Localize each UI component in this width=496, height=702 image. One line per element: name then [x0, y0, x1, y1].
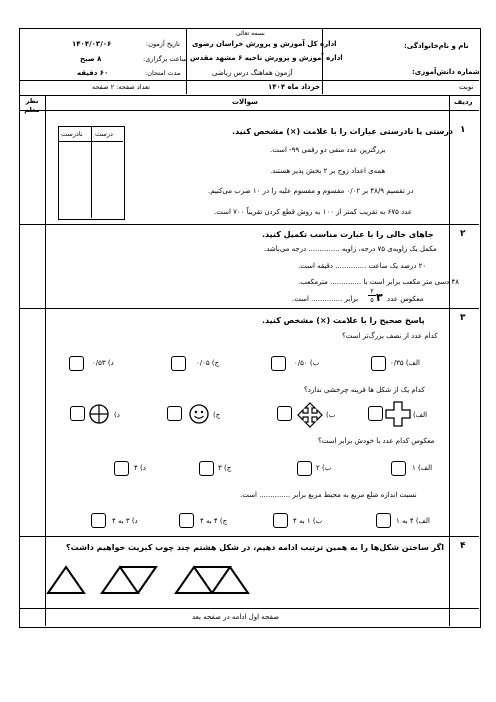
q3-1-option-a: الف) ۰/۳۵ [390, 359, 420, 367]
pages-label: تعداد صفحه: ۲ صفحه [92, 83, 150, 91]
matchstick-figure-1 [46, 565, 86, 595]
q3-3-checkbox-b[interactable] [297, 461, 312, 476]
q1-col-false: نادرست [61, 130, 83, 138]
q3-2-checkbox-d[interactable] [70, 406, 85, 421]
q3-1-option-d: د) ۰/۵۳ [92, 359, 114, 367]
q3-3-option-b: ب) ۲ [316, 464, 332, 472]
q1-item-4: عدد ۶۷۵ به تقریب کمتر از ۱۰۰ به روش قطع کردن تقریباً ۷۰۰ است. [214, 208, 413, 216]
q3-2-checkbox-b[interactable] [277, 406, 292, 421]
q4-number: ۴ [460, 541, 466, 551]
header-bottom-rule [19, 80, 479, 81]
q2-mixed-numerator: ۲ [370, 287, 374, 295]
q4-title: اگر ساختن شکل‌ها را به همین ترتیب ادامه دهیم، در شکل هشتم چند چوب کبریت خواهیم داشت؟ [66, 543, 445, 552]
q3-1-checkbox-b[interactable] [271, 356, 286, 371]
q3-4-checkbox-a[interactable] [376, 513, 391, 528]
q3-4-option-a: الف) ۴ به ۱ [396, 517, 430, 525]
matchstick-figure-3 [174, 565, 254, 595]
q2-mixed-denominator: ۵ [368, 295, 376, 304]
q2-mixed-whole: ۳ [376, 291, 383, 304]
q3-4-checkbox-d[interactable] [91, 513, 106, 528]
q1-item-3: در تقسیم ۴۸/۹ بر ۰/۰۲ مقسوم و مقسوم علیه را در ۱۰ ضرب می‌کنیم. [208, 187, 414, 195]
duration-label: مدت امتحان: [145, 69, 181, 77]
q3-4-option-d: د) ۳ به ۴ [112, 517, 138, 525]
q3-3-checkbox-a[interactable] [391, 461, 406, 476]
q2-bottom-rule [19, 308, 479, 309]
office-line2: اداره آموزش و پرورش ناحیه ۶ مشهد مقدس [190, 54, 343, 62]
q3-1-option-c: ج) ۰/۰۵ [196, 359, 220, 367]
q3-2-option-b: ب) [326, 411, 336, 419]
q3-3-option-a: الف) ۱ [412, 464, 433, 472]
circled-plus-icon [89, 404, 109, 424]
table-header-rule [19, 110, 479, 111]
q2-item-4-prefix: معکوس عدد [387, 295, 424, 303]
q3-1-question: کدام عدد از نصف بزرگ‌تر است؟ [342, 332, 438, 340]
q3-2-option-a: الف) [413, 411, 428, 419]
name-label: نام و نام‌خانوادگی: [404, 42, 469, 50]
q3-2-checkbox-c[interactable] [167, 406, 182, 421]
student-no-label: شماره دانش‌آموزی: [412, 68, 480, 76]
col-divider-rownum [449, 95, 450, 626]
q3-2-question: کدام یک از شکل ها قرینه چرخشی ندارد؟ [304, 386, 425, 394]
q1-bottom-rule [19, 224, 479, 225]
q3-2-option-d: د) [114, 411, 120, 419]
q3-4-option-b: ب) ۱ به ۴ [293, 517, 323, 525]
office-line1: اداره کل آموزش و پرورش خراسان رضوی [192, 40, 337, 48]
q2-title: جاهای خالی را با عبارت مناسب تکمیل کنید. [262, 230, 434, 239]
q1-item-2: همه‌ی اعداد زوج بر ۲ بخش پذیر هستند. [270, 167, 386, 175]
q1-col-true: درست [95, 130, 113, 138]
date-value: ۱۴۰۴/۰۳/۰۶ [72, 40, 112, 48]
time-value: ۸ صبح [80, 55, 102, 63]
teacher-score-header: نظر معلم [24, 97, 40, 114]
q1-title: درستی یا نادرستی عبارات را با علامت (×) مشخص کنید. [232, 127, 454, 136]
time-label: ساعت برگزاری: [143, 55, 188, 63]
q3-3-option-c: ج) ۳ [218, 464, 232, 472]
smiley-face-icon [189, 404, 209, 424]
round-label: نوبت [459, 83, 474, 91]
q1-item-1: بزرگترین عدد منفی دو رقمی ۹۹- است. [270, 146, 386, 154]
q3-4-question: نسبت اندازه ضلع مربع به محیط مربع برابر .............. است. [240, 491, 417, 499]
q3-1-option-b: ب) ۰/۵۰ [294, 359, 320, 367]
q3-2-checkbox-a[interactable] [368, 406, 383, 421]
q3-bottom-rule [19, 536, 479, 537]
q3-1-checkbox-d[interactable] [69, 356, 84, 371]
round-value: خرداد ماه ۱۴۰۴ [268, 83, 321, 91]
q2-item-3: ۴۸ دسی متر مکعب برابر است با .............. مترمکعب. [298, 278, 460, 286]
col-divider-score [45, 95, 46, 626]
questions-header: سوالات [232, 98, 258, 106]
bismillah: بسمه تعالی [236, 30, 265, 37]
q3-3-checkbox-d[interactable] [114, 461, 129, 476]
q2-item-1: مکمل یک زاویه‌ی ۷۵ درجه، زاویه .............. درجه می‌باشد. [264, 245, 437, 253]
date-label: تاریخ آزمون: [146, 40, 180, 48]
q3-1-checkbox-c[interactable] [171, 356, 186, 371]
q2-item-4-suffix: برابر .............. است. [292, 295, 359, 303]
q3-1-checkbox-a[interactable] [371, 356, 386, 371]
four-arrows-icon [297, 402, 323, 428]
q2-item-2: ۲۰ درصد یک ساعت .............. دقیقه است. [298, 262, 427, 270]
exam-title: آزمون هماهنگ درس ریاضی [212, 69, 293, 77]
q3-3-question: معکوس کدام عدد با خودش برابر است؟ [318, 437, 435, 445]
q2-mixed-fraction [368, 287, 376, 304]
q3-4-checkbox-b[interactable] [273, 513, 288, 528]
q1-grid-header-rule [58, 141, 123, 142]
q2-number: ۲ [460, 229, 466, 239]
q3-3-checkbox-c[interactable] [199, 461, 214, 476]
q3-2-option-c: ج) [213, 411, 221, 419]
q3-3-option-d: د) ۴ [134, 464, 146, 472]
q3-title: پاسخ صحیح را با علامت (×) مشخص کنید. [262, 316, 425, 325]
q4-bottom-rule [19, 608, 479, 609]
row-number-header: ردیف [454, 98, 473, 106]
q3-4-option-c: ج) ۴ به ۴ [200, 517, 228, 525]
q1-grid-divider [91, 126, 92, 218]
cross-shape-icon [385, 401, 411, 427]
duration-value: ۶۰ دقیقه [77, 69, 109, 77]
q3-4-checkbox-c[interactable] [179, 513, 194, 528]
page-footer: صفحه اول ادامه در صفحه بعد [192, 613, 280, 621]
q1-number: ۱ [460, 125, 466, 135]
q3-number: ۳ [460, 313, 466, 323]
matchstick-figure-2 [100, 565, 160, 595]
